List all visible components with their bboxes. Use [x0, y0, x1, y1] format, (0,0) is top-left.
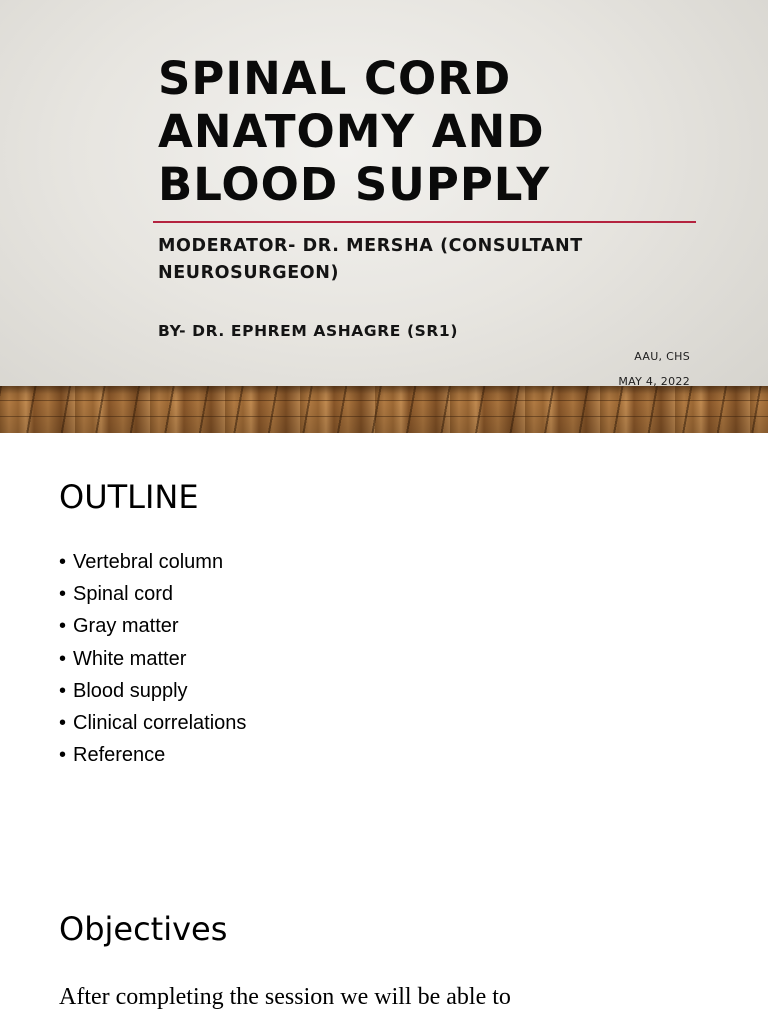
objectives-intro: After completing the session we will be able to [59, 984, 511, 1010]
bullet-icon: • [59, 647, 67, 670]
outline-item-label: Gray matter [73, 615, 179, 638]
outline-item [59, 707, 246, 739]
outline-item [59, 643, 246, 675]
slide-title: SPINAL CORD ANATOMY AND BLOOD SUPPLY [158, 52, 551, 211]
outline-item-label: Clinical correlations [73, 712, 247, 735]
floor-seam [0, 400, 768, 401]
outline-slide [0, 433, 768, 1024]
affiliation-text: AAU, CHS [634, 350, 690, 363]
objectives-heading: Objectives [59, 910, 228, 948]
presentation-date: MAY 4, 2022 [618, 375, 690, 388]
outline-item-label: Blood supply [73, 679, 188, 702]
bullet-icon: • [59, 744, 67, 767]
outline-item [59, 578, 246, 610]
outline-item-label: White matter [73, 647, 187, 670]
moderator-text: MODERATOR- DR. MERSHA (CONSULTANT NEUROSURGEON) [158, 236, 583, 283]
bullet-icon: • [59, 712, 67, 735]
outline-item [59, 546, 246, 578]
presenter-text: BY- DR. EPHREM ASHAGRE (SR1) [158, 322, 459, 340]
outline-item-label: Spinal cord [73, 583, 174, 606]
outline-item [59, 739, 246, 771]
bullet-icon: • [59, 583, 67, 606]
outline-item-label: Vertebral column [73, 551, 224, 573]
bullet-icon: • [59, 679, 67, 702]
outline-item [59, 610, 246, 642]
outline-item [59, 675, 246, 707]
title-slide [0, 0, 768, 433]
outline-heading: OUTLINE [59, 478, 199, 516]
wood-floor-decoration [0, 386, 768, 433]
outline-item-label: Reference [73, 744, 166, 767]
bullet-icon: • [59, 615, 67, 638]
outline-list [59, 546, 246, 771]
floor-seam [0, 416, 768, 417]
title-divider [153, 221, 696, 223]
bullet-icon: • [59, 551, 67, 573]
